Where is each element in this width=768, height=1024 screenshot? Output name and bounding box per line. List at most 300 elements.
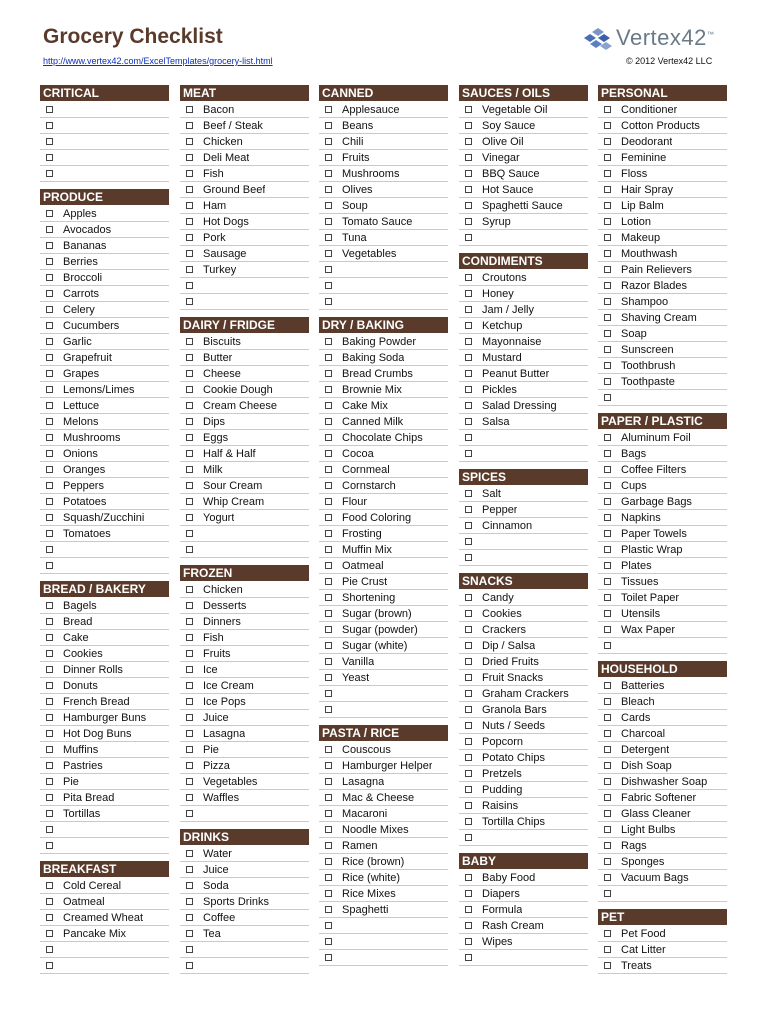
checklist-item[interactable] (319, 950, 448, 966)
checklist-item[interactable] (319, 366, 448, 382)
checkbox-icon[interactable] (186, 122, 193, 129)
checklist-item[interactable] (180, 118, 309, 134)
checkbox-icon[interactable] (325, 794, 332, 801)
checklist-item[interactable] (319, 886, 448, 902)
checkbox-icon[interactable] (186, 850, 193, 857)
checkbox-icon[interactable] (325, 138, 332, 145)
checklist-item[interactable] (319, 262, 448, 278)
checklist-item[interactable] (40, 222, 169, 238)
checkbox-icon[interactable] (186, 714, 193, 721)
checkbox-icon[interactable] (46, 514, 53, 521)
checkbox-icon[interactable] (604, 202, 611, 209)
checkbox-icon[interactable] (325, 610, 332, 617)
checkbox-icon[interactable] (465, 594, 472, 601)
checkbox-icon[interactable] (604, 682, 611, 689)
checklist-item[interactable] (459, 902, 588, 918)
checklist-item[interactable] (180, 382, 309, 398)
checkbox-icon[interactable] (604, 762, 611, 769)
checkbox-icon[interactable] (604, 842, 611, 849)
checklist-item[interactable] (459, 670, 588, 686)
checkbox-icon[interactable] (465, 186, 472, 193)
checklist-item[interactable] (319, 742, 448, 758)
checklist-item[interactable] (180, 294, 309, 310)
checkbox-icon[interactable] (46, 498, 53, 505)
checkbox-icon[interactable] (604, 546, 611, 553)
checkbox-icon[interactable] (604, 138, 611, 145)
checklist-item[interactable] (40, 942, 169, 958)
checklist-item[interactable] (319, 182, 448, 198)
checkbox-icon[interactable] (465, 690, 472, 697)
checkbox-icon[interactable] (325, 122, 332, 129)
checklist-item[interactable] (319, 774, 448, 790)
checkbox-icon[interactable] (465, 786, 472, 793)
checkbox-icon[interactable] (325, 466, 332, 473)
checklist-item[interactable] (40, 726, 169, 742)
checklist-item[interactable] (459, 318, 588, 334)
checklist-item[interactable] (40, 614, 169, 630)
checkbox-icon[interactable] (325, 514, 332, 521)
checklist-item[interactable] (40, 238, 169, 254)
checkbox-icon[interactable] (604, 450, 611, 457)
checklist-item[interactable] (40, 350, 169, 366)
checklist-item[interactable] (180, 150, 309, 166)
checkbox-icon[interactable] (186, 946, 193, 953)
checkbox-icon[interactable] (325, 658, 332, 665)
checklist-item[interactable] (598, 118, 727, 134)
checkbox-icon[interactable] (325, 762, 332, 769)
checklist-item[interactable] (459, 414, 588, 430)
checklist-item[interactable] (459, 638, 588, 654)
checkbox-icon[interactable] (604, 282, 611, 289)
checklist-item[interactable] (598, 150, 727, 166)
checklist-item[interactable] (180, 910, 309, 926)
checklist-item[interactable] (180, 526, 309, 542)
checklist-item[interactable] (40, 910, 169, 926)
checklist-item[interactable] (40, 662, 169, 678)
checkbox-icon[interactable] (46, 650, 53, 657)
checklist-item[interactable] (459, 622, 588, 638)
checklist-item[interactable] (319, 758, 448, 774)
checkbox-icon[interactable] (325, 578, 332, 585)
checkbox-icon[interactable] (46, 810, 53, 817)
checklist-item[interactable] (319, 350, 448, 366)
checkbox-icon[interactable] (604, 466, 611, 473)
checkbox-icon[interactable] (186, 810, 193, 817)
checkbox-icon[interactable] (465, 490, 472, 497)
checklist-item[interactable] (459, 166, 588, 182)
checklist-item[interactable] (40, 598, 169, 614)
checklist-item[interactable] (459, 102, 588, 118)
checklist-item[interactable] (319, 398, 448, 414)
checklist-item[interactable] (180, 278, 309, 294)
checkbox-icon[interactable] (465, 386, 472, 393)
checklist-item[interactable] (459, 606, 588, 622)
checklist-item[interactable] (598, 606, 727, 622)
checklist-item[interactable] (40, 878, 169, 894)
checkbox-icon[interactable] (46, 682, 53, 689)
checkbox-icon[interactable] (325, 858, 332, 865)
checkbox-icon[interactable] (186, 530, 193, 537)
checkbox-icon[interactable] (46, 370, 53, 377)
checklist-item[interactable] (180, 806, 309, 822)
checkbox-icon[interactable] (186, 898, 193, 905)
checklist-item[interactable] (180, 198, 309, 214)
checkbox-icon[interactable] (604, 698, 611, 705)
checklist-item[interactable] (459, 830, 588, 846)
checklist-item[interactable] (40, 758, 169, 774)
checkbox-icon[interactable] (604, 362, 611, 369)
checklist-item[interactable] (180, 182, 309, 198)
checkbox-icon[interactable] (46, 170, 53, 177)
checklist-item[interactable] (598, 358, 727, 374)
checkbox-icon[interactable] (46, 242, 53, 249)
checkbox-icon[interactable] (604, 250, 611, 257)
checkbox-icon[interactable] (325, 386, 332, 393)
checklist-item[interactable] (459, 782, 588, 798)
checklist-item[interactable] (459, 654, 588, 670)
checkbox-icon[interactable] (46, 274, 53, 281)
checklist-item[interactable] (180, 630, 309, 646)
checkbox-icon[interactable] (186, 866, 193, 873)
checklist-item[interactable] (598, 134, 727, 150)
checklist-item[interactable] (40, 118, 169, 134)
checklist-item[interactable] (180, 862, 309, 878)
checkbox-icon[interactable] (325, 354, 332, 361)
checklist-item[interactable] (459, 814, 588, 830)
checklist-item[interactable] (319, 574, 448, 590)
checkbox-icon[interactable] (465, 770, 472, 777)
checkbox-icon[interactable] (325, 482, 332, 489)
checkbox-icon[interactable] (186, 298, 193, 305)
checkbox-icon[interactable] (186, 234, 193, 241)
checklist-item[interactable] (598, 526, 727, 542)
checklist-item[interactable] (180, 958, 309, 974)
checkbox-icon[interactable] (604, 434, 611, 441)
checkbox-icon[interactable] (325, 418, 332, 425)
checkbox-icon[interactable] (465, 610, 472, 617)
checkbox-icon[interactable] (325, 842, 332, 849)
checkbox-icon[interactable] (186, 418, 193, 425)
checklist-item[interactable] (319, 294, 448, 310)
checkbox-icon[interactable] (46, 434, 53, 441)
checklist-item[interactable] (40, 446, 169, 462)
checklist-item[interactable] (598, 326, 727, 342)
checklist-item[interactable] (598, 294, 727, 310)
checkbox-icon[interactable] (604, 170, 611, 177)
checkbox-icon[interactable] (46, 666, 53, 673)
checklist-item[interactable] (40, 478, 169, 494)
checkbox-icon[interactable] (186, 546, 193, 553)
checkbox-icon[interactable] (465, 754, 472, 761)
checkbox-icon[interactable] (186, 186, 193, 193)
checklist-item[interactable] (598, 822, 727, 838)
checklist-item[interactable] (180, 710, 309, 726)
checkbox-icon[interactable] (46, 882, 53, 889)
checkbox-icon[interactable] (604, 858, 611, 865)
checklist-item[interactable] (319, 134, 448, 150)
checklist-item[interactable] (459, 382, 588, 398)
checklist-item[interactable] (319, 414, 448, 430)
checklist-item[interactable] (459, 590, 588, 606)
checkbox-icon[interactable] (604, 746, 611, 753)
checklist-item[interactable] (459, 870, 588, 886)
checkbox-icon[interactable] (186, 778, 193, 785)
checkbox-icon[interactable] (186, 730, 193, 737)
checkbox-icon[interactable] (186, 450, 193, 457)
checklist-item[interactable] (180, 742, 309, 758)
checklist-item[interactable] (40, 494, 169, 510)
checkbox-icon[interactable] (325, 530, 332, 537)
checklist-item[interactable] (459, 534, 588, 550)
checkbox-icon[interactable] (604, 610, 611, 617)
checklist-item[interactable] (180, 582, 309, 598)
checkbox-icon[interactable] (186, 634, 193, 641)
checkbox-icon[interactable] (186, 466, 193, 473)
checkbox-icon[interactable] (604, 154, 611, 161)
checklist-item[interactable] (319, 806, 448, 822)
checkbox-icon[interactable] (186, 682, 193, 689)
checklist-item[interactable] (319, 638, 448, 654)
checkbox-icon[interactable] (325, 890, 332, 897)
checkbox-icon[interactable] (186, 498, 193, 505)
checkbox-icon[interactable] (46, 546, 53, 553)
checkbox-icon[interactable] (604, 330, 611, 337)
checkbox-icon[interactable] (46, 354, 53, 361)
checklist-item[interactable] (40, 318, 169, 334)
checkbox-icon[interactable] (46, 914, 53, 921)
checklist-item[interactable] (40, 254, 169, 270)
checklist-item[interactable] (459, 366, 588, 382)
checkbox-icon[interactable] (465, 834, 472, 841)
checklist-item[interactable] (40, 398, 169, 414)
checkbox-icon[interactable] (465, 418, 472, 425)
checkbox-icon[interactable] (465, 906, 472, 913)
checklist-item[interactable] (180, 230, 309, 246)
checklist-item[interactable] (180, 942, 309, 958)
checklist-item[interactable] (40, 806, 169, 822)
checklist-item[interactable] (598, 710, 727, 726)
checklist-item[interactable] (40, 678, 169, 694)
checklist-item[interactable] (598, 246, 727, 262)
checklist-item[interactable] (598, 390, 727, 406)
checkbox-icon[interactable] (325, 266, 332, 273)
checkbox-icon[interactable] (186, 650, 193, 657)
checkbox-icon[interactable] (465, 674, 472, 681)
checklist-item[interactable] (180, 614, 309, 630)
checklist-item[interactable] (180, 846, 309, 862)
checklist-item[interactable] (319, 430, 448, 446)
checklist-item[interactable] (459, 430, 588, 446)
checkbox-icon[interactable] (604, 930, 611, 937)
checkbox-icon[interactable] (604, 346, 611, 353)
checkbox-icon[interactable] (325, 706, 332, 713)
checklist-item[interactable] (459, 734, 588, 750)
checklist-item[interactable] (40, 774, 169, 790)
checklist-item[interactable] (180, 646, 309, 662)
checkbox-icon[interactable] (465, 506, 472, 513)
checklist-item[interactable] (180, 462, 309, 478)
checklist-item[interactable] (40, 526, 169, 542)
checkbox-icon[interactable] (325, 674, 332, 681)
checkbox-icon[interactable] (46, 138, 53, 145)
checkbox-icon[interactable] (604, 498, 611, 505)
checkbox-icon[interactable] (604, 186, 611, 193)
checklist-item[interactable] (598, 590, 727, 606)
checkbox-icon[interactable] (46, 530, 53, 537)
checklist-item[interactable] (180, 430, 309, 446)
checkbox-icon[interactable] (465, 202, 472, 209)
checklist-item[interactable] (180, 878, 309, 894)
checklist-item[interactable] (40, 166, 169, 182)
checklist-item[interactable] (180, 510, 309, 526)
checklist-item[interactable] (180, 542, 309, 558)
checklist-item[interactable] (40, 382, 169, 398)
checklist-item[interactable] (180, 134, 309, 150)
checkbox-icon[interactable] (465, 106, 472, 113)
checkbox-icon[interactable] (46, 154, 53, 161)
checkbox-icon[interactable] (46, 482, 53, 489)
checkbox-icon[interactable] (46, 930, 53, 937)
checklist-item[interactable] (319, 542, 448, 558)
checkbox-icon[interactable] (46, 778, 53, 785)
checkbox-icon[interactable] (465, 642, 472, 649)
checklist-item[interactable] (598, 542, 727, 558)
checkbox-icon[interactable] (604, 826, 611, 833)
checkbox-icon[interactable] (465, 338, 472, 345)
checkbox-icon[interactable] (46, 898, 53, 905)
checkbox-icon[interactable] (325, 626, 332, 633)
checkbox-icon[interactable] (465, 354, 472, 361)
checklist-item[interactable] (40, 822, 169, 838)
checkbox-icon[interactable] (46, 562, 53, 569)
checkbox-icon[interactable] (325, 402, 332, 409)
checklist-item[interactable] (459, 214, 588, 230)
checklist-item[interactable] (459, 502, 588, 518)
checkbox-icon[interactable] (325, 954, 332, 961)
checkbox-icon[interactable] (46, 418, 53, 425)
checklist-item[interactable] (459, 686, 588, 702)
checkbox-icon[interactable] (465, 874, 472, 881)
checkbox-icon[interactable] (465, 658, 472, 665)
checklist-item[interactable] (40, 710, 169, 726)
checkbox-icon[interactable] (465, 434, 472, 441)
checklist-item[interactable] (319, 918, 448, 934)
checklist-item[interactable] (319, 622, 448, 638)
checklist-item[interactable] (180, 894, 309, 910)
checkbox-icon[interactable] (604, 810, 611, 817)
checklist-item[interactable] (459, 398, 588, 414)
checkbox-icon[interactable] (46, 122, 53, 129)
checklist-item[interactable] (40, 366, 169, 382)
checkbox-icon[interactable] (604, 482, 611, 489)
checkbox-icon[interactable] (46, 386, 53, 393)
checklist-item[interactable] (40, 206, 169, 222)
checkbox-icon[interactable] (46, 258, 53, 265)
checklist-item[interactable] (459, 334, 588, 350)
checklist-item[interactable] (40, 790, 169, 806)
checkbox-icon[interactable] (46, 826, 53, 833)
checklist-item[interactable] (180, 350, 309, 366)
checkbox-icon[interactable] (604, 714, 611, 721)
checklist-item[interactable] (319, 478, 448, 494)
checklist-item[interactable] (319, 462, 448, 478)
checklist-item[interactable] (319, 382, 448, 398)
checklist-item[interactable] (40, 894, 169, 910)
checkbox-icon[interactable] (604, 106, 611, 113)
checklist-item[interactable] (40, 646, 169, 662)
checklist-item[interactable] (180, 214, 309, 230)
checklist-item[interactable] (180, 678, 309, 694)
checklist-item[interactable] (459, 446, 588, 462)
checklist-item[interactable] (598, 958, 727, 974)
checklist-item[interactable] (459, 302, 588, 318)
checkbox-icon[interactable] (604, 562, 611, 569)
checklist-item[interactable] (598, 806, 727, 822)
checkbox-icon[interactable] (325, 562, 332, 569)
checkbox-icon[interactable] (325, 234, 332, 241)
checklist-item[interactable] (459, 182, 588, 198)
checkbox-icon[interactable] (465, 818, 472, 825)
checkbox-icon[interactable] (604, 514, 611, 521)
checklist-item[interactable] (180, 246, 309, 262)
checklist-item[interactable] (598, 166, 727, 182)
checklist-item[interactable] (319, 102, 448, 118)
checkbox-icon[interactable] (465, 290, 472, 297)
checklist-item[interactable] (319, 526, 448, 542)
checkbox-icon[interactable] (46, 338, 53, 345)
checkbox-icon[interactable] (325, 186, 332, 193)
checkbox-icon[interactable] (46, 746, 53, 753)
checkbox-icon[interactable] (186, 602, 193, 609)
checkbox-icon[interactable] (186, 930, 193, 937)
checklist-item[interactable] (459, 934, 588, 950)
checkbox-icon[interactable] (465, 538, 472, 545)
checkbox-icon[interactable] (46, 290, 53, 297)
checklist-item[interactable] (40, 286, 169, 302)
checkbox-icon[interactable] (46, 946, 53, 953)
checkbox-icon[interactable] (604, 962, 611, 969)
checkbox-icon[interactable] (46, 602, 53, 609)
checkbox-icon[interactable] (604, 642, 611, 649)
checklist-item[interactable] (598, 886, 727, 902)
checkbox-icon[interactable] (325, 906, 332, 913)
checklist-item[interactable] (598, 374, 727, 390)
checklist-item[interactable] (319, 446, 448, 462)
checkbox-icon[interactable] (465, 122, 472, 129)
checklist-item[interactable] (319, 686, 448, 702)
checkbox-icon[interactable] (325, 106, 332, 113)
checklist-item[interactable] (180, 726, 309, 742)
checkbox-icon[interactable] (604, 778, 611, 785)
checkbox-icon[interactable] (46, 794, 53, 801)
checklist-item[interactable] (598, 926, 727, 942)
checkbox-icon[interactable] (325, 498, 332, 505)
checkbox-icon[interactable] (186, 402, 193, 409)
checkbox-icon[interactable] (325, 338, 332, 345)
checklist-item[interactable] (598, 838, 727, 854)
checklist-item[interactable] (40, 510, 169, 526)
checkbox-icon[interactable] (46, 762, 53, 769)
checkbox-icon[interactable] (186, 202, 193, 209)
checkbox-icon[interactable] (465, 522, 472, 529)
checkbox-icon[interactable] (46, 962, 53, 969)
checklist-item[interactable] (459, 950, 588, 966)
checkbox-icon[interactable] (46, 402, 53, 409)
checklist-item[interactable] (180, 926, 309, 942)
checklist-item[interactable] (40, 838, 169, 854)
checklist-item[interactable] (319, 854, 448, 870)
template-link[interactable]: http://www.vertex42.com/ExcelTemplates/grocery-list.html (43, 56, 273, 66)
